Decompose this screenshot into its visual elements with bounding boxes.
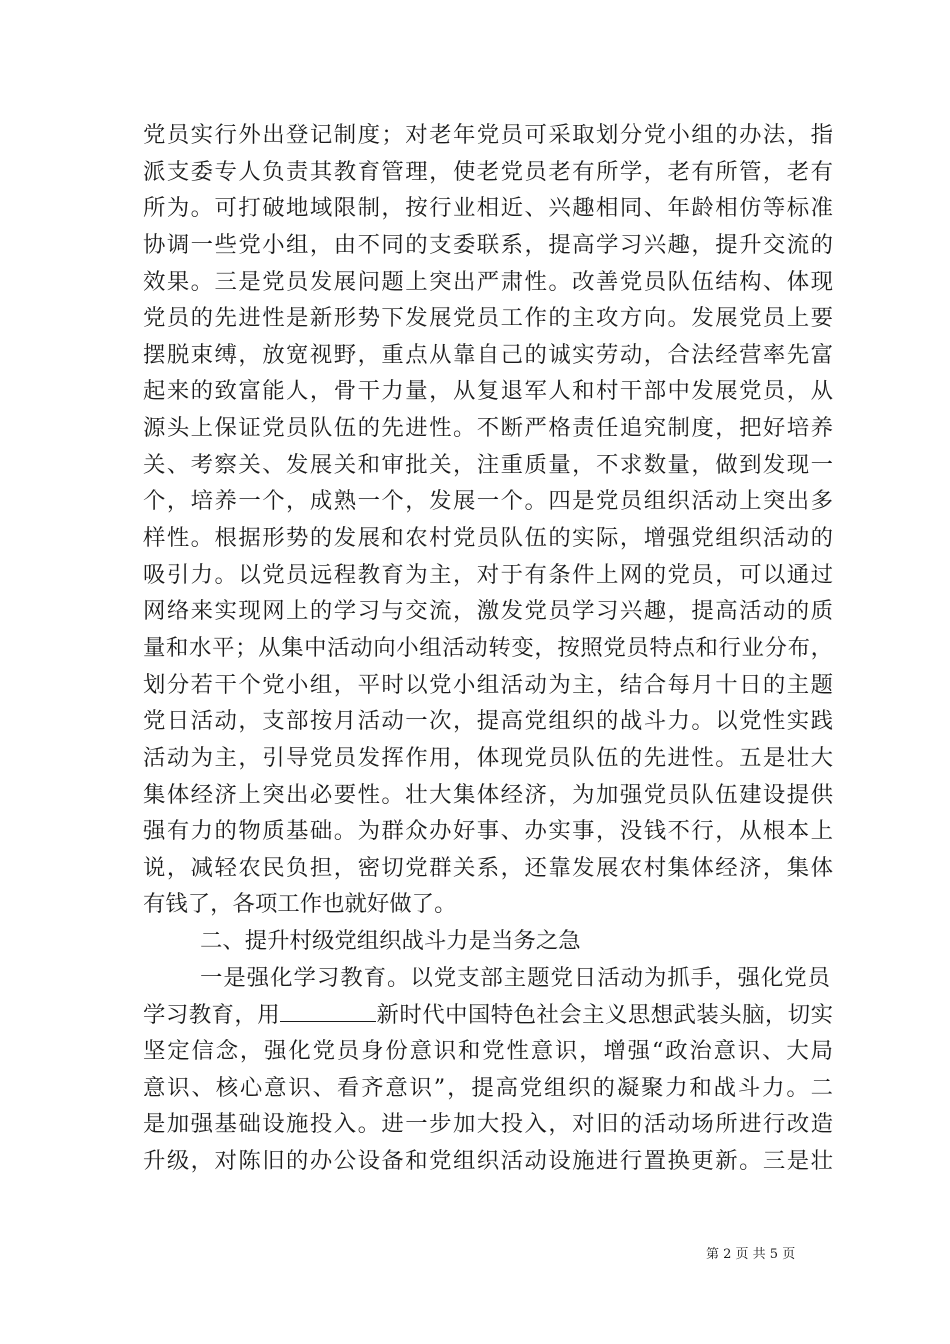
body-line: 起来的致富能人，骨干力量，从复退军人和村干部中发展党员，从 [143, 378, 833, 404]
body-line: 量和水平；从集中活动向小组活动转变，按照党员特点和行业分布， [143, 635, 833, 661]
body-line: 党日活动，支部按月活动一次，提高党组织的战斗力。以党性实践 [143, 708, 833, 734]
body-line: 网络来实现网上的学习与交流，激发党员学习兴趣，提高活动的质 [143, 598, 833, 624]
body-line: 划分若干个党小组，平时以党小组活动为主，结合每月十日的主题 [143, 672, 833, 698]
body-line: 党员实行外出登记制度；对老年党员可采取划分党小组的办法，指 [143, 122, 833, 148]
body-line: 样性。根据形势的发展和农村党员队伍的实际，增强党组织活动的 [143, 525, 833, 551]
body-line: 关、考察关、发展关和审批关，注重质量，不求数量，做到发现一 [143, 452, 833, 478]
page-number-footer: 第 2 页 共 5 页 [706, 1247, 796, 1262]
body-line: 升级，对陈旧的办公设备和党组织活动设施进行置换更新。三是壮 [143, 1148, 833, 1174]
body-line: 一是强化学习教育。以党支部主题党日活动为抓手，强化党员 [200, 965, 830, 991]
body-line: 派支委专人负责其教育管理，使老党员老有所学，老有所管，老有 [143, 159, 833, 185]
body-line: 强有力的物质基础。为群众办好事、办实事，没钱不行，从根本上 [143, 818, 833, 844]
fill-in-blank [280, 999, 376, 1022]
body-line-with-blank [143, 999, 833, 1029]
body-line: 说，减轻农民负担，密切党群关系，还靠发展农村集体经济，集体 [143, 855, 833, 881]
body-line: 吸引力。以党员远程教育为主，对于有条件上网的党员，可以通过 [143, 562, 833, 588]
body-line: 活动为主，引导党员发挥作用，体现党员队伍的先进性。五是壮大 [143, 745, 833, 771]
text-before-blank: 学习教育，用 [143, 1002, 281, 1028]
section-heading: 二、提升村级党组织战斗力是当务之急 [200, 928, 581, 954]
body-line: 党员的先进性是新形势下发展党员工作的主攻方向。发展党员上要 [143, 305, 833, 331]
body-line: 所为。可打破地域限制，按行业相近、兴趣相同、年龄相仿等标准 [143, 195, 833, 221]
body-line: 摆脱束缚，放宽视野，重点从靠自己的诚实劳动，合法经营率先富 [143, 342, 833, 368]
body-line: 意识、核心意识、看齐意识”，提高党组织的凝聚力和战斗力。二 [143, 1075, 833, 1101]
body-line: 坚定信念，强化党员身份意识和党性意识，增强“政治意识、大局 [143, 1038, 833, 1064]
body-line: 个，培养一个，成熟一个，发展一个。四是党员组织活动上突出多 [143, 488, 833, 514]
body-line: 效果。三是党员发展问题上突出严肃性。改善党员队伍结构、体现 [143, 269, 833, 295]
body-line: 有钱了，各项工作也就好做了。 [143, 891, 457, 917]
text-after-blank: 新时代中国特色社会主义思想武装头脑，切实 [376, 1002, 834, 1028]
body-line: 集体经济上突出必要性。壮大集体经济，为加强党员队伍建设提供 [143, 782, 833, 808]
body-line: 源头上保证党员队伍的先进性。不断严格责任追究制度，把好培养 [143, 415, 833, 441]
body-line: 是加强基础设施投入。进一步加大投入，对旧的活动场所进行改造 [143, 1111, 833, 1137]
body-line: 协调一些党小组，由不同的支委联系，提高学习兴趣，提升交流的 [143, 232, 833, 258]
